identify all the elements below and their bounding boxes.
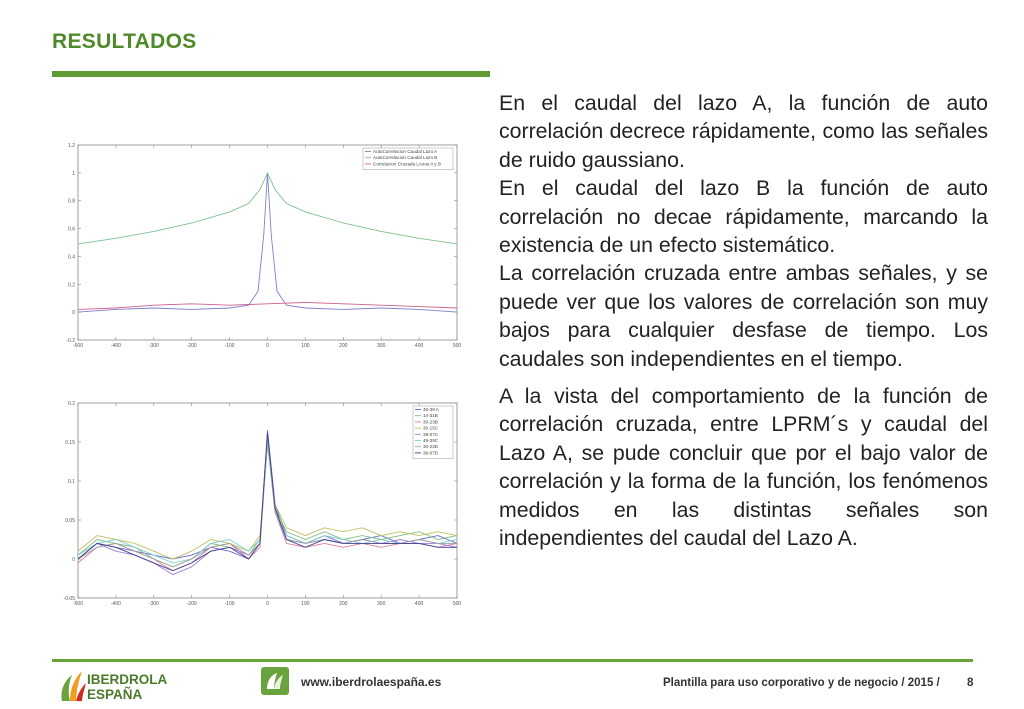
y-tick-label: 0.2: [68, 282, 75, 289]
legend-entry: 46-39C: [423, 438, 439, 443]
website-link[interactable]: www.iberdrolaespaña.es: [301, 675, 442, 689]
x-tick-label: -100: [224, 343, 235, 349]
autocorrelation-chart: [56, 137, 461, 352]
y-tick-label: 0.4: [68, 254, 75, 261]
y-tick-label: -0.05: [63, 596, 75, 602]
paragraph-2: En el caudal del lazo B la función de auto correlación no decae rápidamente, marcando la existencia de un efecto sistemático.: [499, 176, 988, 258]
x-tick-label: 200: [339, 601, 348, 607]
y-tick-label: 0: [72, 310, 75, 317]
slide-body: [499, 89, 988, 553]
x-tick-label: 200: [339, 343, 348, 349]
x-tick-label: -100: [224, 601, 235, 607]
legend-entry: AutoCorrelacion Caudal Lazo B: [373, 155, 438, 161]
x-tick-label: -400: [110, 343, 121, 349]
x-tick-label: 400: [414, 601, 424, 607]
iberdrola-logo-icon: [58, 667, 88, 703]
x-tick-label: 100: [301, 601, 310, 607]
legend-entry: 46-39 A: [423, 407, 439, 412]
x-tick-label: 100: [301, 343, 310, 349]
y-tick-label: 1.2: [68, 143, 75, 149]
y-tick-label: 0: [72, 557, 75, 563]
paragraph-4: A la vista del comportamiento de la función de correlación cruzada, entre LPRM´s y caudal del Lazo A, se pude concluir que por el bajo valor de correlación y la forma de la función, los fenómenos medidos en las distintas señales son independientes del caudal del Lazo A.: [499, 384, 988, 551]
x-tick-label: 500: [452, 343, 461, 349]
x-tick-label: 400: [414, 343, 424, 349]
logo-wordmark: [87, 672, 167, 702]
legend-entry: 38-07D: [423, 450, 439, 456]
slide-title: RESULTADOS: [52, 30, 197, 53]
x-tick-label: 0: [266, 601, 269, 607]
x-tick-label: -200: [186, 601, 197, 607]
x-tick-label: -400: [110, 601, 121, 607]
y-tick-label: 0.8: [68, 198, 75, 205]
y-tick-label: 0.15: [65, 440, 75, 446]
legend-entry: 38-07C: [423, 431, 439, 437]
page-number: 8: [967, 677, 974, 689]
y-tick-label: 1: [72, 170, 75, 177]
footer-divider: [52, 659, 973, 662]
y-tick-label: 0.05: [65, 518, 75, 524]
y-tick-label: 0.2: [68, 401, 75, 407]
y-tick-label: 0.6: [68, 226, 75, 233]
legend-entry: 14-31B: [423, 413, 438, 419]
footer-note: Plantilla para uso corporativo y de negocio / 2015 /: [663, 677, 940, 689]
x-tick-label: 300: [377, 343, 386, 349]
legend-entry: AutoCorrelacion Caudal Lazo A: [373, 149, 438, 154]
y-tick-label: 0.1: [68, 479, 75, 485]
logo-line-2: ESPAÑA: [87, 687, 143, 702]
x-tick-label: -500: [72, 601, 84, 607]
x-tick-label: -300: [148, 343, 159, 349]
x-tick-label: 300: [377, 601, 386, 607]
y-tick-label: -0.2: [66, 338, 75, 344]
title-underline: [52, 71, 490, 77]
logo-line-1: IBERDROLA: [87, 672, 168, 687]
legend-entry: 30-15C: [423, 425, 439, 431]
legend-entry: 30-23B: [423, 419, 438, 425]
x-tick-label: -500: [72, 343, 84, 349]
paragraph-3: La correlación cruzada entre ambas señales, y se puede ver que los valores de correlación son muy bajos para cualquier desfase de tiempo. Los caudales son independientes en el tiempo.: [499, 261, 988, 371]
legend-entry: Correlacion Cruzada LAzos A y B: [373, 161, 441, 167]
cross-correlation-chart: [56, 395, 461, 610]
x-tick-label: -300: [148, 601, 159, 607]
x-tick-label: 500: [452, 601, 461, 607]
brand-leaf-icon: [261, 667, 289, 695]
x-tick-label: 0: [266, 343, 269, 349]
x-tick-label: -200: [186, 343, 197, 349]
legend-entry: 30-23D: [423, 444, 439, 450]
paragraph-1: En el caudal del lazo A, la función de auto correlación decrece rápidamente, como las señales de ruido gaussiano.: [499, 91, 988, 172]
